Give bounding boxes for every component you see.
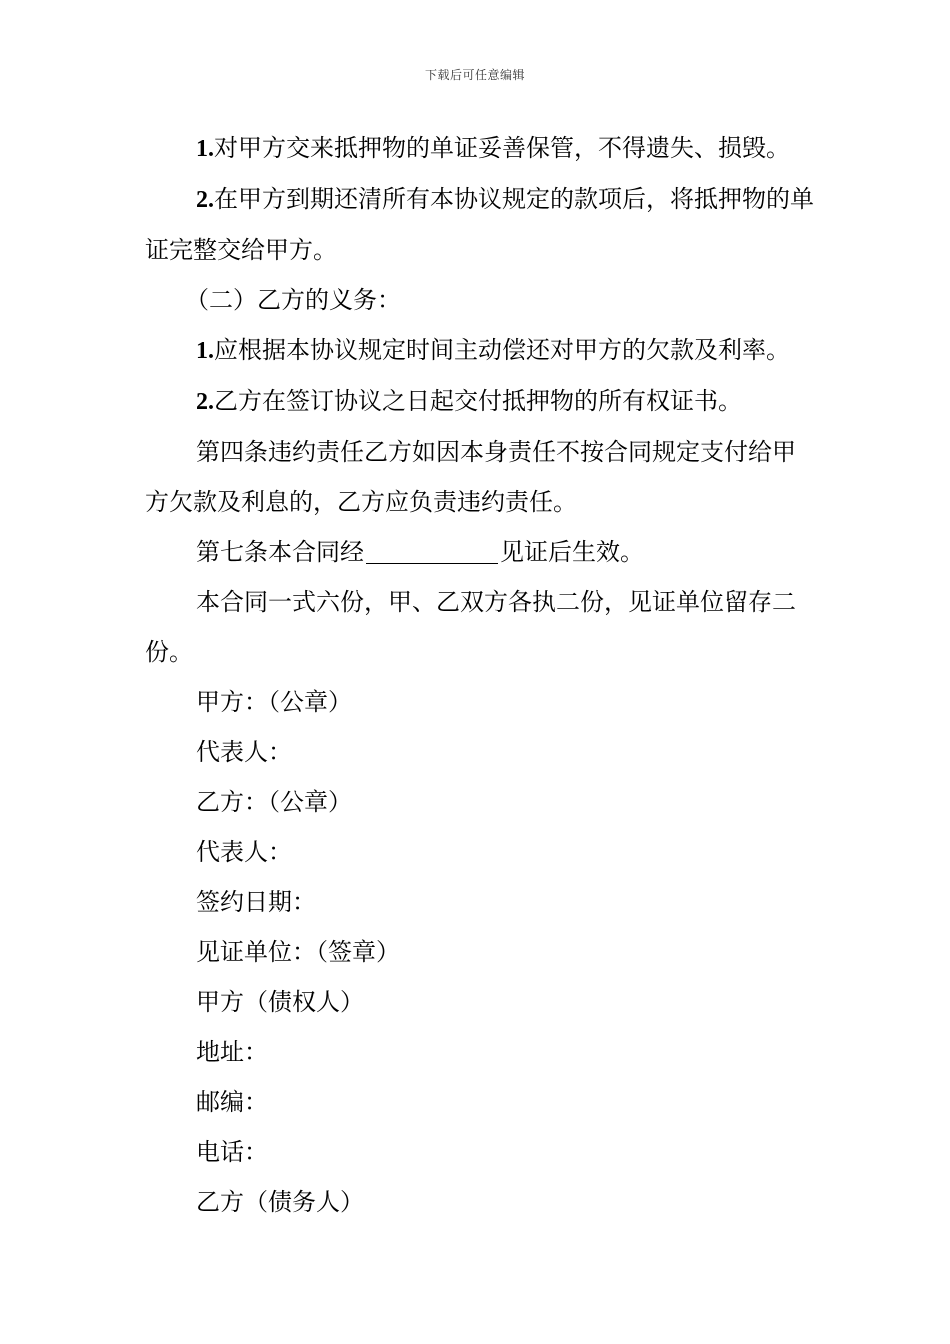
clause-text: 乙方在签订协议之日起交付抵押物的所有权证书。 <box>214 387 742 415</box>
clause-b-1 <box>145 325 817 376</box>
clause-b-2 <box>145 376 817 427</box>
clause-text: 第七条本合同经 <box>196 538 364 566</box>
clause-text: 应根据本协议规定时间主动偿还对甲方的欠款及利率。 <box>214 336 790 364</box>
article-7-effectiveness <box>145 527 817 577</box>
creditor-label: 甲方（债权人） <box>196 988 364 1016</box>
document-body <box>145 123 817 1227</box>
clause-text: 见证后生效。 <box>500 538 644 566</box>
witness-unit: 见证单位：（签章） <box>196 938 400 966</box>
clause-a-2 <box>145 174 817 275</box>
postcode-label: 邮编： <box>196 1088 268 1116</box>
clause-text: 在甲方到期还清所有本协议规定的款项后，将抵押物的单证完整交给甲方。 <box>145 185 814 264</box>
party-a-representative: 代表人： <box>196 738 292 766</box>
item-number: 1. <box>196 338 214 364</box>
party-b-seal: 乙方：（公章） <box>196 788 352 816</box>
address-label: 地址： <box>196 1038 268 1066</box>
article-4-liability: 第四条违约责任乙方如因本身责任不按合同规定支付给甲方欠款及利息的，乙方应负责违约责任。 <box>145 438 796 516</box>
phone-label: 电话： <box>196 1138 268 1166</box>
item-number: 2. <box>196 389 214 415</box>
party-a-seal: 甲方：（公章） <box>196 688 352 716</box>
party-b-representative: 代表人： <box>196 838 292 866</box>
section-heading-party-b-obligations: （二）乙方的义务： <box>185 286 401 314</box>
debtor-label: 乙方（债务人） <box>196 1188 364 1216</box>
clause-text: 对甲方交来抵押物的单证妥善保管，不得遗失、损毁。 <box>214 134 790 162</box>
item-number: 2. <box>196 187 214 213</box>
signing-date: 签约日期： <box>196 888 316 916</box>
witness-blank-line <box>366 539 498 564</box>
clause-a-1 <box>145 123 817 174</box>
header-note: 下载后可任意编辑 <box>424 68 525 82</box>
copies-clause: 本合同一式六份，甲、乙双方各执二份，见证单位留存二份。 <box>145 588 796 666</box>
item-number: 1. <box>196 136 214 162</box>
